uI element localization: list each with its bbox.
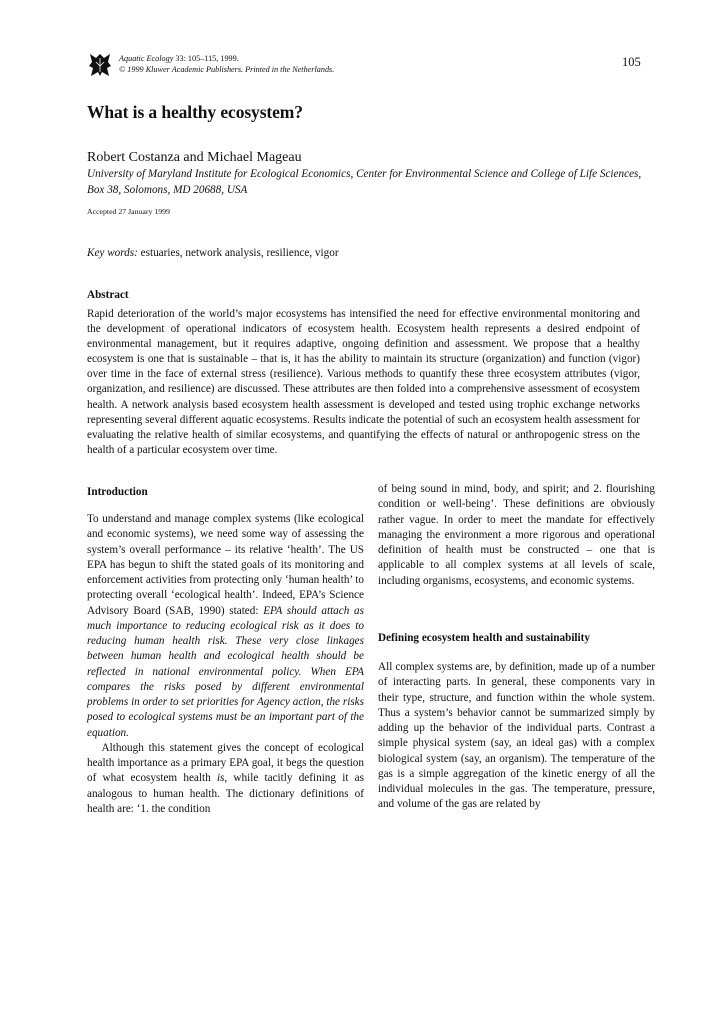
abstract-heading: Abstract <box>87 289 129 301</box>
authors: Robert Costanza and Michael Mageau <box>87 150 302 165</box>
introduction-heading: Introduction <box>87 486 148 498</box>
intro-p2-emphasis: is <box>216 772 225 785</box>
introduction-column-left <box>87 512 364 817</box>
accepted-date: Accepted 27 January 1999 <box>87 207 170 216</box>
keywords-label: Key words: <box>87 247 138 259</box>
intro-paragraph-2 <box>87 741 364 817</box>
article-title: What is a healthy ecosystem? <box>87 102 303 122</box>
intro-p1-text: To understand and manage complex systems (like ecological and economic systems), we need some way of assessing the system’s overall performance – its relative ‘health’. The US EPA has begun to shift the stated goals of its monitoring and enforcement activities from protecting only ‘human health’ to protecting overall ‘ecological health’. Indeed, EPA’s Science Advisory Board (SAB, 1990) stated: <box>87 513 364 617</box>
keywords <box>87 247 339 259</box>
keywords-list: estuaries, network analysis, resilience, vigor <box>140 247 339 259</box>
defining-column <box>378 660 655 813</box>
copyright-line: © 1999 Kluwer Academic Publishers. Printed in the Netherlands. <box>119 65 335 74</box>
page-number: 105 <box>622 55 641 69</box>
epa-quote: EPA should attach as much importance to reducing ecological risk as it does to reducing human health risk. These very close linkages between human health and ecological health should be reflected in national environmental policy. When EPA compares the risks posed by different environmental problems in order to set priorities for Agency action, the risks posed to ecological systems must be an important part of the equation. <box>87 604 365 739</box>
defining-heading: Defining ecosystem health and sustainability <box>378 632 590 644</box>
publisher-logo-icon <box>88 52 112 78</box>
journal-name: Aquatic Ecology <box>119 54 174 63</box>
journal-citation: 33: 105–115, 1999. <box>175 54 239 63</box>
intro-p2-start: Although this statement gives the concept of ecological health importance as a primary EPA goal, it begs the question of what ecosystem health <box>87 741 364 785</box>
introduction-column-right <box>378 482 655 589</box>
intro-p2-end: , while tacitly defining it as analogous to human health. The dictionary definitions of health are: ‘1. the condition <box>87 772 364 815</box>
defining-paragraph: All complex systems are, by definition, made up of a number of interacting parts. In general, these components vary in their type, structure, and function within the whole system. Thus a system’s behavior cannot be summarized simply by adding up the behavior of the individual parts. Contrast a simple physical system (say, an ideal gas) with a complex biological system (say, an organism). The temperature of the gas is a simple aggregation of the kinetic energy of all the individual molecules in the gas. The temperature, pressure, and volume of the gas are related by <box>378 661 655 811</box>
intro-paragraph-2-continued: of being sound in mind, body, and spirit; and 2. flourishing condition or well-being’. These definitions are obviously rather vague. In order to meet the mandate for effectively managing the environment a more rigorous and operational definition of health must be constructed – one that is applicable to all complex systems at all levels of scale, including organisms, ecosystems, and economic systems. <box>378 483 655 587</box>
intro-paragraph-1 <box>87 512 364 741</box>
affiliation: University of Maryland Institute for Ecological Economics, Center for Environmental Science and College of Life Sciences, Box 38, Solomons, MD 20688, USA <box>87 168 642 196</box>
abstract-text: Rapid deterioration of the world’s major ecosystems has intensified the need for effective environmental monitoring and the development of operational indicators of ecosystem health. Ecosystem health represents a desired endpoint of environmental management, but it requires adaptive, ongoing definition and assessment. We propose that a healthy ecosystem is one that is sustainable – that is, it has the ability to maintain its structure (organization) and function (vigor) over time in the face of external stress (resilience). Various methods to quantify these three ecosystem attributes (vigor, organization, and resilience) are discussed. These attributes are then folded into a comprehensive assessment of ecosystem health. A network analysis based ecosystem health assessment is developed and tested using trophic exchange networks representing several different aquatic ecosystems. Results indicate the potential of such an ecosystem health assessment for evaluating the relative health of similar ecosystems, and quantifying the effects of natural or anthropogenic stress on the health of a particular ecosystem over time. <box>87 308 640 456</box>
journal-header <box>119 53 334 75</box>
